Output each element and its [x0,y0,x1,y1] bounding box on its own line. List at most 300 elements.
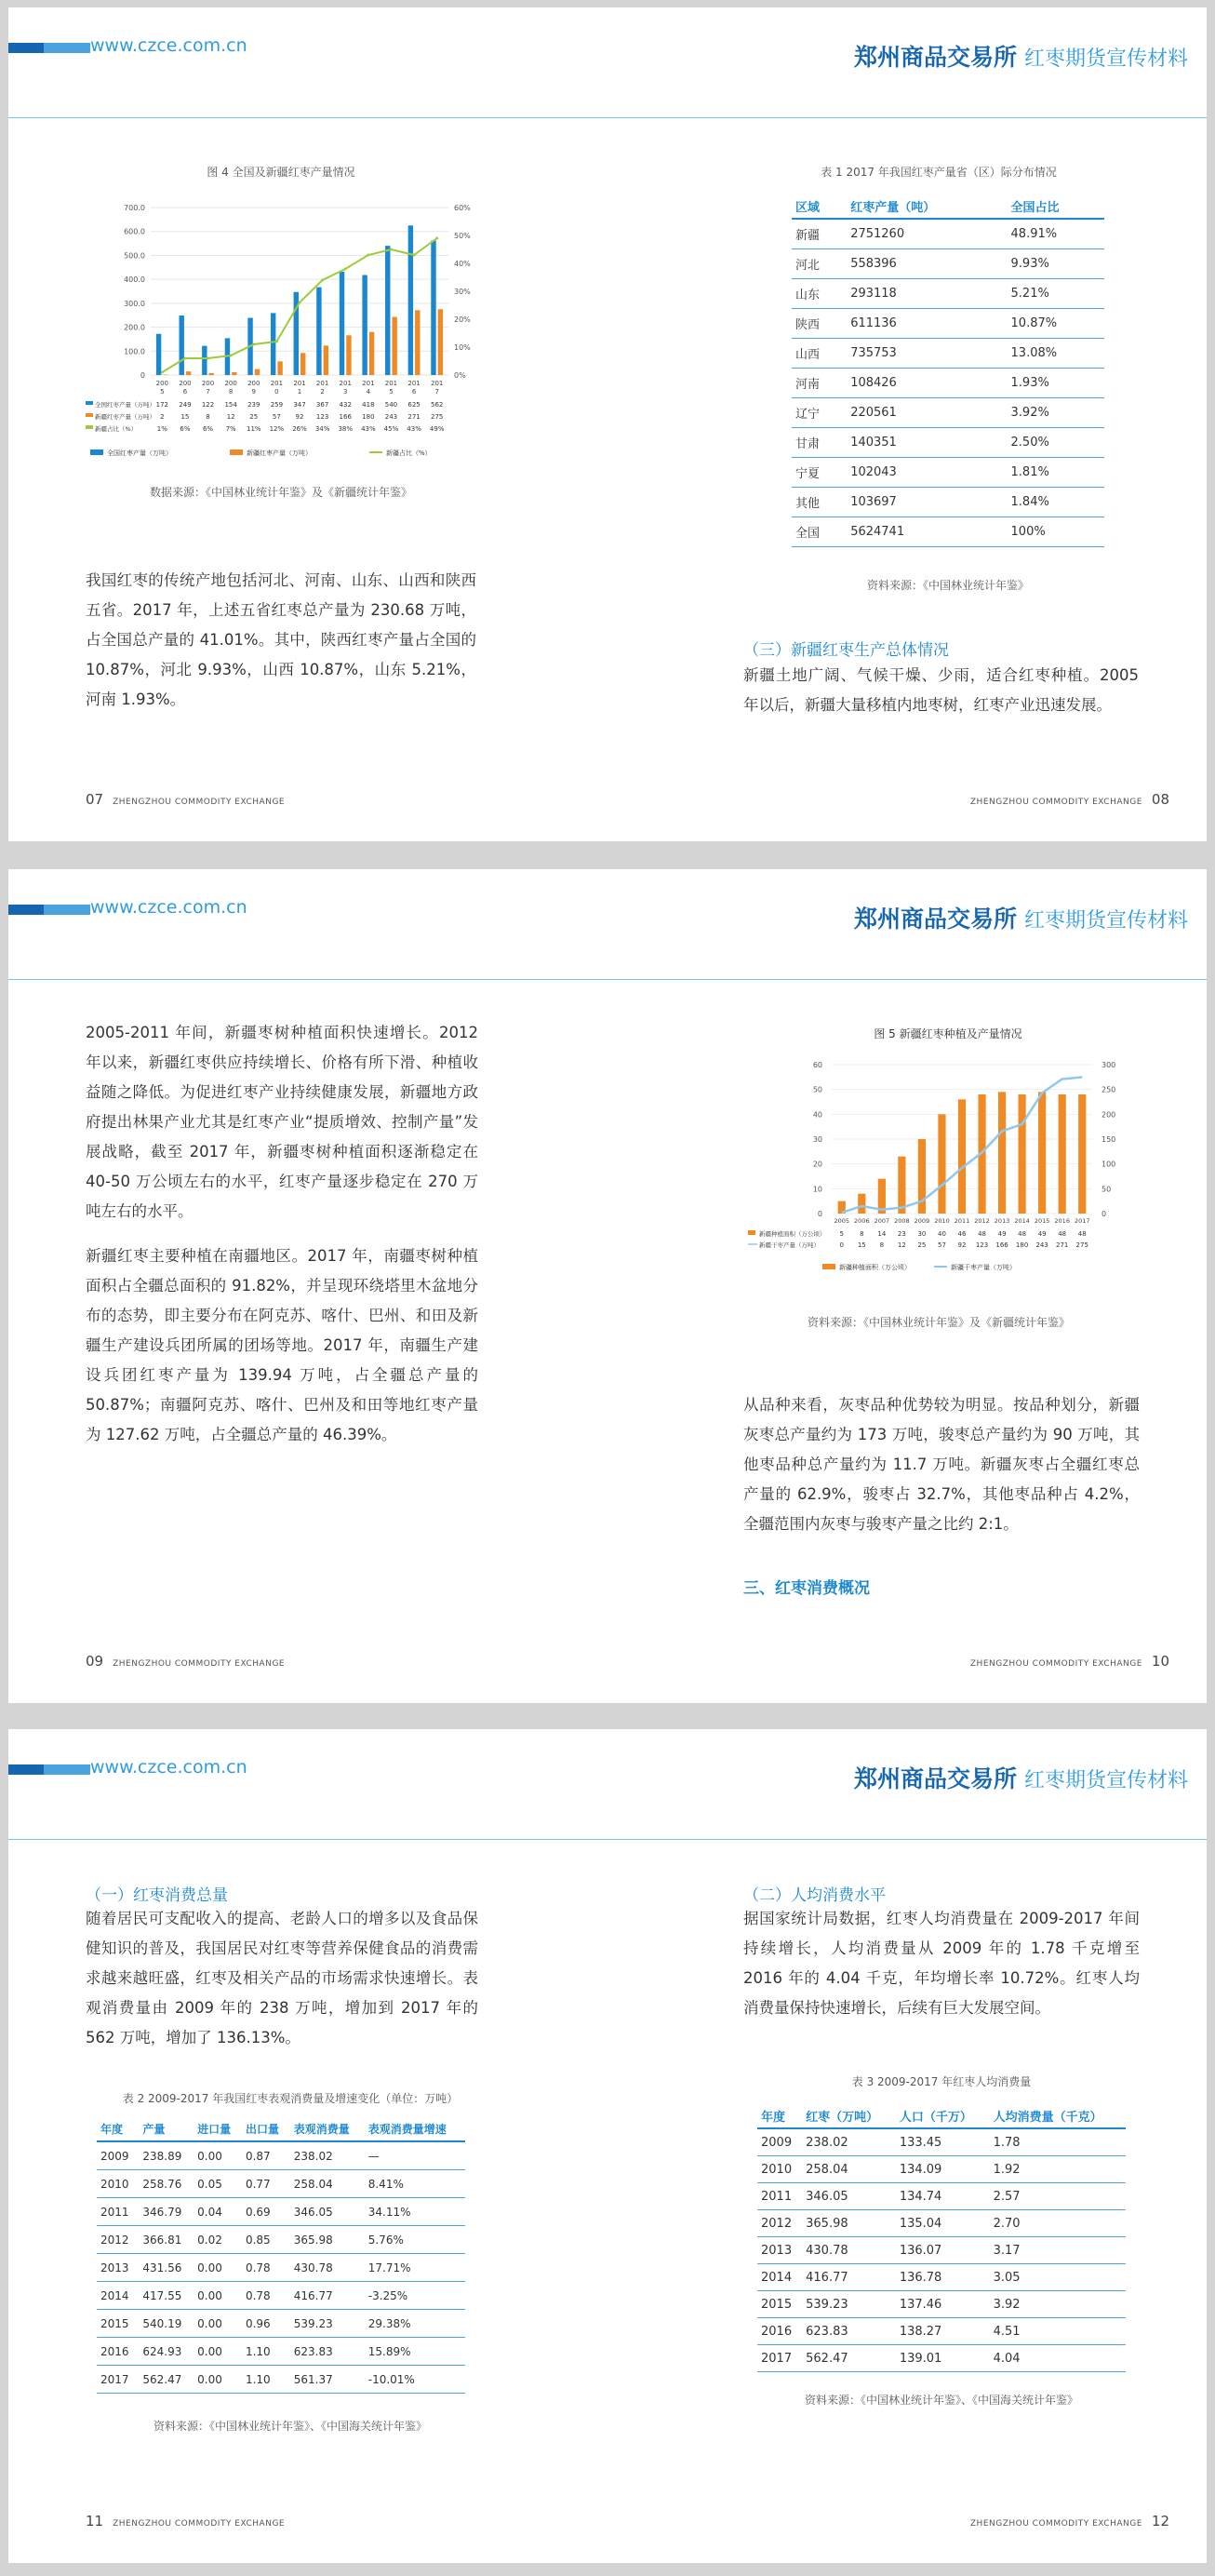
table-cell: 5.21% [1008,279,1104,309]
x-tick-label: 201 [407,380,421,387]
data-label: 15 [857,1241,866,1249]
table-cell: 365.98 [290,2226,365,2254]
bar-xinjiang [255,369,260,375]
table-cell: 0.78 [242,2282,290,2310]
x-tick-label: 201 [315,380,329,387]
data-label: 239 [247,401,260,409]
table-cell: 137.46 [896,2291,990,2318]
bar-national [316,288,321,375]
y-tick-label: 100.0 [124,347,145,356]
data-label: 6% [180,425,191,433]
y-tick-label: 50 [812,1085,822,1094]
point-share [275,341,278,343]
table-cell: 0.78 [242,2254,290,2282]
data-label: 123 [975,1241,989,1249]
table-cell: 135.04 [896,2210,990,2237]
table-header-cell: 表观消费量 [290,2116,365,2141]
header-accent-bar [8,43,44,53]
table-row [792,428,1104,458]
data-label: 92 [957,1241,967,1249]
header-divider [8,1839,1207,1840]
footer-exchange: ZHENGZHOU COMMODITY EXCHANGE [969,2519,1142,2529]
y2-tick-label: 300 [1102,1061,1116,1069]
table-cell: 138.27 [896,2318,990,2345]
table-cell: 540.19 [139,2310,194,2338]
y-tick-label: 30 [812,1135,822,1144]
page-footer-left [86,1653,294,1670]
table-header-cell: 区域 [792,194,847,219]
data-label: 8 [206,413,210,421]
table-cell: 430.78 [802,2237,896,2264]
table-cell: 0.69 [242,2198,290,2226]
data-label: 8 [860,1230,864,1238]
section-heading: （一）红枣消费总量 [86,1886,228,1905]
point-share [413,254,416,257]
table-cell: 10.87% [1008,309,1104,339]
data-label: 45% [383,425,399,433]
table-cell: 1.81% [1008,458,1104,488]
data-label: 34% [314,425,330,433]
table-cell: 2009 [757,2128,802,2156]
y-tick-label: 400.0 [124,275,145,285]
data-label: 25 [249,413,259,421]
table-cell: 346.79 [139,2198,194,2226]
table-cell: 2.57 [990,2183,1126,2210]
table-row [757,2237,1126,2264]
data-label: 46 [957,1230,967,1238]
y2-tick-label: 200 [1102,1110,1116,1120]
page-number: 07 [86,791,104,808]
table-cell: 0.00 [194,2366,242,2394]
table-cell: 2009 [97,2141,139,2170]
x-tick-label: 2015 [1034,1217,1050,1225]
table-cell: 623.83 [802,2318,896,2345]
data-label: 180 [362,413,375,421]
legend-swatch [230,449,243,455]
x-tick-label: 2014 [1014,1217,1030,1225]
footer-exchange: ZHENGZHOU COMMODITY EXCHANGE [969,1659,1142,1669]
fig5-source: 资料来源：《中国林业统计年鉴》及《新疆统计年鉴》 [807,1316,1070,1329]
table-cell: -3.25% [365,2282,465,2310]
x-tick-label: 201 [339,380,352,387]
y2-tick-label: 20% [454,315,471,324]
y2-tick-label: 50 [1102,1185,1112,1194]
point-share [161,371,164,374]
table-header-cell: 红枣产量（吨） [847,194,1007,219]
table-cell: 539.23 [802,2291,896,2318]
table-cell: 34.11% [365,2198,465,2226]
page-header [8,869,1207,979]
legend-label: 新疆种植面积（万公顷） [839,1264,911,1271]
fig4-chart [86,189,514,487]
table-cell: 562.47 [802,2345,896,2372]
table-cell: 624.93 [139,2338,194,2366]
table-cell: 河南 [792,369,847,398]
data-label: 1% [156,425,167,433]
table-row [792,219,1104,249]
page-number: 08 [1151,791,1169,808]
data-label: 6% [202,425,214,433]
legend-swatch [822,1264,835,1269]
data-label: 57 [938,1241,946,1249]
header-url-link[interactable]: www.czce.com.cn [90,35,247,56]
x-tick-label: 2006 [854,1217,870,1225]
table-row [792,488,1104,517]
page-footer-left [86,2513,294,2529]
table-cell: 258.04 [802,2156,896,2183]
point-share [183,357,186,360]
table-cell: 1.10 [242,2366,290,2394]
table-cell: 4.04 [990,2345,1126,2372]
bar-xinjiang [346,335,351,375]
table-row [757,2318,1126,2345]
data-label: 48 [978,1230,986,1238]
table-cell: 2014 [757,2264,802,2291]
header-accent-bar-light [44,43,90,53]
table-cell: 0.77 [242,2170,290,2198]
table-cell: 宁夏 [792,458,847,488]
table-cell: 2013 [757,2237,802,2264]
table-cell: 366.81 [139,2226,194,2254]
table-header-row [757,2103,1126,2128]
table-row [757,2345,1126,2372]
table-cell: 2016 [97,2338,139,2366]
x-tick-label: 201 [384,380,398,387]
x-tick-label: 5 [160,388,165,396]
data-label: 12 [226,413,235,421]
data-table-series-label: 新疆种植面积（万公顷） [759,1230,826,1238]
table-cell: 2015 [97,2310,139,2338]
data-label: 49 [1037,1230,1047,1238]
x-tick-label: 2007 [874,1217,890,1225]
header-brand [854,901,1188,934]
y2-tick-label: 250 [1102,1085,1116,1094]
table-cell: 2017 [97,2366,139,2394]
table-cell: 0.00 [194,2310,242,2338]
table-row [97,2170,465,2198]
x-tick-label: 201 [431,380,444,387]
table-cell: 2011 [97,2198,139,2226]
table2 [97,2116,465,2394]
point-share [321,279,324,282]
x-tick-label: 2011 [954,1217,970,1225]
bar-xinjiang [324,345,328,375]
data-label: 259 [270,401,284,409]
data-label: 49 [997,1230,1007,1238]
brand-main: 郑州商品交易所 [853,906,1017,932]
table-row [97,2141,465,2170]
footer-exchange: ZHENGZHOU COMMODITY EXCHANGE [113,2519,286,2529]
x-tick-label: 2013 [994,1217,1010,1225]
table-header-cell: 全国占比 [1008,194,1104,219]
brand-sub: 红枣期货宣传材料 [1023,909,1188,932]
bar-area [1038,1092,1046,1214]
x-tick-label: 2016 [1054,1217,1070,1225]
data-label: 271 [407,413,421,421]
data-label: 418 [362,401,375,409]
table-cell: 3.17 [990,2237,1126,2264]
bar-national [180,315,184,375]
bar-xinjiang [277,361,282,375]
table-header-row [97,2116,465,2141]
table-header-cell: 产量 [139,2116,194,2141]
body-paragraph: 新疆红枣主要种植在南疆地区。2017 年，南疆枣树种植面积占全疆总面积的 91.82%，并呈现环绕塔里木盆地分布的态势，即主要分布在阿克苏、喀什、巴州、和田及新疆生产建设兵团所属的团场等地。2017 年，南疆生产建设兵团红枣产量为 139.94 万吨，占全疆总产量的 50.87%；南疆阿克苏、喀什、巴州及和田等地红枣产量为 127.62 万吨，占全疆总产量的 46.39%。 [86,1247,478,1443]
data-label: 180 [1015,1241,1029,1249]
table-cell: 全国 [792,517,847,547]
footer-exchange: ZHENGZHOU COMMODITY EXCHANGE [969,798,1142,807]
y2-tick-label: 150 [1102,1135,1116,1144]
bar-area [998,1092,1006,1214]
table2-source: 资料来源：《中国林业统计年鉴》、《中国海关统计年鉴》 [153,2420,427,2433]
table-cell: 5.76% [365,2226,465,2254]
table-cell: 293118 [847,279,1007,309]
page-footer-right [961,2513,1169,2529]
table-cell: 346.05 [290,2198,365,2226]
x-tick-label: 7 [434,388,439,396]
table-cell: 134.74 [896,2183,990,2210]
page-number: 11 [86,2513,104,2529]
table-cell: 1.84% [1008,488,1104,517]
point-share [390,248,393,251]
x-tick-label: 2 [320,388,325,396]
table-cell: 2.70 [990,2210,1126,2237]
header-accent-bar-light [44,905,90,915]
x-tick-label: 1 [297,388,302,396]
y-tick-label: 0 [140,371,145,380]
x-tick-label: 9 [251,388,257,396]
fig5-chart [748,1051,1129,1302]
y-tick-label: 200.0 [124,323,145,332]
x-tick-label: 201 [270,380,284,387]
table-cell: 562.47 [139,2366,194,2394]
table-cell: 611136 [847,309,1007,339]
x-tick-label: 4 [366,388,371,396]
table-cell: 258.04 [290,2170,365,2198]
table-header-cell: 红枣（万吨） [802,2103,896,2128]
data-label: 172 [155,401,168,409]
bar-national [156,334,161,375]
table-cell: 365.98 [802,2210,896,2237]
x-tick-label: 2017 [1074,1217,1090,1225]
bar-area [858,1194,865,1214]
table-header-cell: 进口量 [194,2116,242,2141]
footer-exchange: ZHENGZHOU COMMODITY EXCHANGE [113,1659,286,1669]
table-cell: 0.96 [242,2310,290,2338]
body-paragraph: 我国红枣的传统产地包括河北、河南、山东、山西和陕西五省。2017 年，上述五省红枣总产量为 230.68 万吨，占全国总产量的 41.01%。其中，陕西红枣产量占全国的 10.87%，河北 9.93%，山西 10.87%，山东 5.21%，河南 1.93%。 [86,571,476,708]
section-heading: （二）人均消费水平 [743,1886,886,1905]
data-label: 243 [1035,1241,1048,1249]
table-cell: 0.85 [242,2226,290,2254]
y2-tick-label: 40% [454,260,471,268]
table-row [757,2264,1126,2291]
legend-label: 新疆干枣产量（万吨） [951,1264,1016,1271]
data-label: 275 [431,413,444,421]
table-cell: 220561 [847,398,1007,428]
data-label: 123 [315,413,329,421]
x-tick-label: 7 [206,388,210,396]
legend-swatch [86,425,93,429]
x-tick-label: 200 [224,380,237,387]
bar-national [362,275,367,375]
x-tick-label: 200 [155,380,168,387]
data-label: 2 [160,413,165,421]
data-label: 347 [293,401,306,409]
point-share [252,343,255,346]
y2-tick-label: 0 [1102,1210,1107,1218]
legend-label: 全国红枣产量（万吨） [107,449,172,457]
table-cell: 136.78 [896,2264,990,2291]
data-label: 48 [1058,1230,1067,1238]
y2-tick-label: 60% [454,204,471,212]
table-cell: 48.91% [1008,219,1104,249]
data-label: 275 [1075,1241,1088,1249]
data-label: 122 [201,401,215,409]
x-tick-label: 2010 [934,1217,950,1225]
body-paragraph: 从品种来看，灰枣品种优势较为明显。按品种划分，新疆灰枣总产量约为 173 万吨，骏枣总产量约为 90 万吨，其他枣品种总产量约为 11.7 万吨。新疆灰枣占全疆红枣总产量的 62.9%，骏枣占 32.7%，其他枣品种占 4.2%，全疆范围内灰枣与骏枣产量之比约 2:1。 [743,1396,1140,1533]
data-label: 26% [292,425,307,433]
y-tick-label: 10 [812,1185,822,1194]
data-table-series-label: 新疆干枣产量（万吨） [759,1241,820,1249]
x-tick-label: 3 [342,388,348,396]
y2-tick-label: 50% [454,232,471,240]
header-accent-bar [8,905,44,915]
bar-xinjiang [300,353,305,375]
point-share [367,254,369,257]
table-cell: 416.77 [290,2282,365,2310]
fig4-caption: 图 4 全国及新疆红枣产量情况 [207,166,355,179]
footer-exchange: ZHENGZHOU COMMODITY EXCHANGE [113,798,286,807]
data-label: 367 [315,401,329,409]
data-label: 12% [269,425,285,433]
page-footer-left [86,791,294,808]
table-cell: 2014 [97,2282,139,2310]
data-label: 540 [384,401,398,409]
bar-national [431,240,435,375]
x-tick-label: 2012 [974,1217,990,1225]
table-cell: 103697 [847,488,1007,517]
data-label: 166 [339,413,352,421]
x-tick-label: 2009 [914,1217,930,1225]
body-paragraph: 新疆土地广阔、气候干燥、少雨，适合红枣种植。2005 年以后，新疆大量移植内地枣树，红枣产业迅速发展。 [743,666,1139,714]
table-cell: 238.02 [290,2141,365,2170]
point-share [435,237,438,240]
table-header-cell: 人口（千万） [896,2103,990,2128]
page-number: 10 [1151,1653,1169,1670]
table-row [792,339,1104,369]
header-divider [8,979,1207,980]
page-07-08 [8,7,1207,841]
y-tick-label: 600.0 [124,227,145,236]
table-cell: 139.01 [896,2345,990,2372]
legend-label: 新疆红枣产量（万吨） [247,449,312,457]
fig5-caption: 图 5 新疆红枣种植及产量情况 [874,1027,1022,1040]
table-cell: 0.00 [194,2338,242,2366]
table2-caption: 表 2 2009-2017 年我国红枣表观消费量及增速变化（单位：万吨） [122,2092,459,2105]
table-cell: 2011 [757,2183,802,2210]
table-cell: 623.83 [290,2338,365,2366]
table3 [757,2103,1126,2372]
table-cell: 140351 [847,428,1007,458]
y-tick-label: 500.0 [124,251,145,261]
table-header-cell: 表观消费量增速 [365,2116,465,2141]
y2-tick-label: 100 [1102,1160,1116,1169]
bar-national [271,313,275,375]
data-label: 432 [339,401,352,409]
table-cell: 2016 [757,2318,802,2345]
fig4-source: 数据来源：《中国林业统计年鉴》及《新疆统计年鉴》 [149,486,412,499]
bar-area [898,1157,905,1214]
data-label: 30 [917,1230,927,1238]
data-label: 154 [224,401,237,409]
body-paragraph: 2005-2011 年间，新疆枣树种植面积快速增长。2012 年以来，新疆红枣供应持续增长、价格有所下滑、种植收益随之降低。为促进红枣产业持续健康发展，新疆地方政府提出林果产业尤其是红枣产业“提质增效、控制产量”发展战略，截至 2017 年，新疆枣树种植面积逐渐稳定在 40-50 万公顷左右的水平，红枣产量逐步稳定在 270 万吨左右的水平。 [86,1024,478,1220]
table-row [97,2198,465,2226]
table1 [792,194,1104,547]
table-cell: 133.45 [896,2128,990,2156]
table-cell: 河北 [792,249,847,279]
bar-area [1078,1094,1086,1214]
page-09-10 [8,869,1207,1703]
data-label: 92 [295,413,304,421]
table-row [792,458,1104,488]
bar-xinjiang [369,332,374,375]
x-tick-label: 0 [274,388,279,396]
data-table-series-label: 全国红枣产量（万吨） [95,401,155,409]
data-label: 14 [877,1230,887,1238]
brand-sub: 红枣期货宣传材料 [1023,47,1188,71]
table1-source: 资料来源：《中国林业统计年鉴》 [866,579,1029,592]
table-row [757,2156,1126,2183]
table-cell: 3.05 [990,2264,1126,2291]
table-cell: 1.78 [990,2128,1126,2156]
data-label: 166 [995,1241,1008,1249]
table-cell: 0.87 [242,2141,290,2170]
table-cell: 0.04 [194,2198,242,2226]
table-row [792,369,1104,398]
x-tick-label: 2005 [834,1217,850,1225]
bar-area [1019,1094,1026,1214]
y-tick-label: 300.0 [124,299,145,308]
data-label: 562 [431,401,444,409]
header-url-link[interactable]: www.czce.com.cn [90,1757,247,1778]
table1-caption: 表 1 2017 年我国红枣产量省（区）际分布情况 [821,166,1057,179]
table-cell: 17.71% [365,2254,465,2282]
y-tick-label: 700.0 [124,204,145,212]
table-cell: 134.09 [896,2156,990,2183]
data-label: 25 [917,1241,927,1249]
data-label: 43% [407,425,421,433]
x-tick-label: 200 [179,380,192,387]
table-cell: 5624741 [847,517,1007,547]
table-cell: 1.10 [242,2338,290,2366]
table-cell: -10.01% [365,2366,465,2394]
table-cell: 0.02 [194,2226,242,2254]
table-cell: 558396 [847,249,1007,279]
header-divider [8,117,1207,118]
header-accent-bar [8,1764,44,1775]
body-paragraph: 随着居民可支配收入的提高、老龄人口的增多以及食品保健知识的普及，我国居民对红枣等营养保健食品的消费需求越来越旺盛，红枣及相关产品的市场需求快速增长。表观消费量由 2009 年的 238 万吨，增加到 2017 年的 562 万吨，增加了 136.13%。 [86,1910,478,2046]
header-url-link[interactable]: www.czce.com.cn [90,897,247,918]
table-row [792,309,1104,339]
table-cell: 山东 [792,279,847,309]
table-row [757,2210,1126,2237]
table-cell: 2010 [757,2156,802,2183]
bar-xinjiang [163,374,167,375]
table-cell: 0.05 [194,2170,242,2198]
table-cell: 新疆 [792,219,847,249]
header-brand [854,39,1188,73]
bar-xinjiang [209,373,214,375]
data-label: 15 [180,413,190,421]
